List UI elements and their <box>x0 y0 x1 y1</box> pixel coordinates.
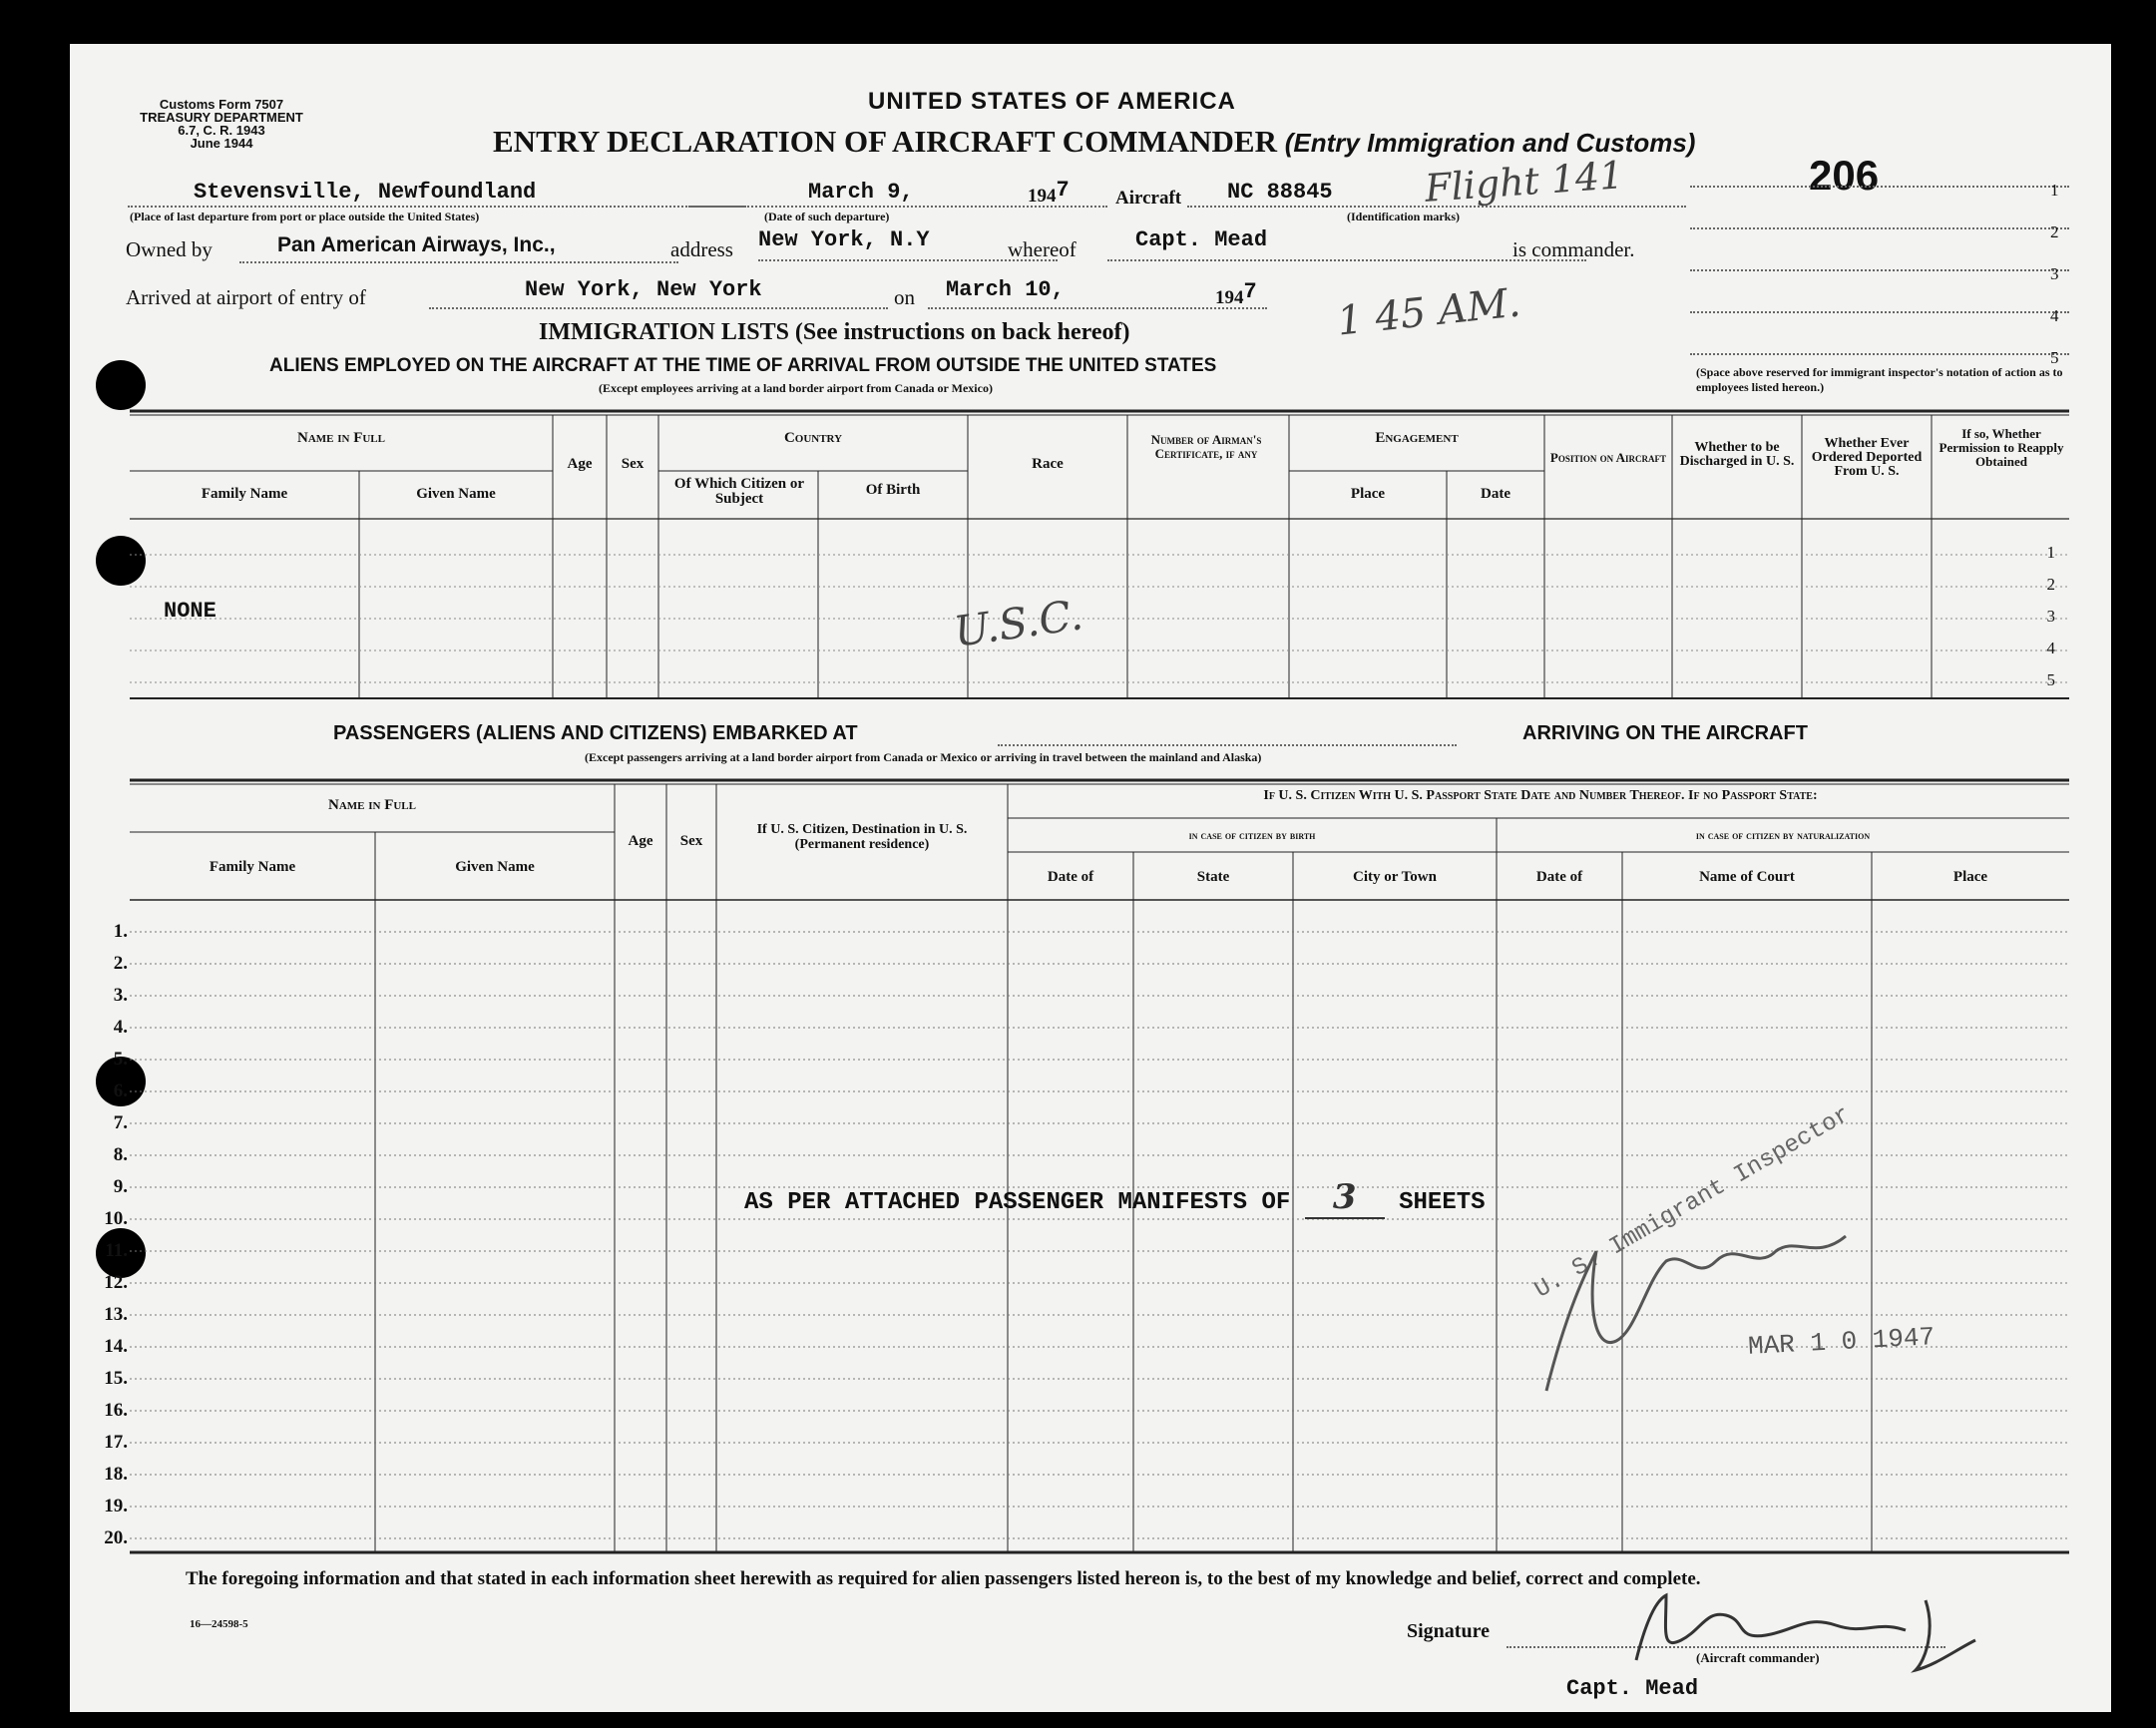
col-country-of-birth: Of Birth <box>865 482 921 498</box>
form-title-main: ENTRY DECLARATION OF AIRCRAFT COMMANDER <box>493 124 1277 159</box>
col-race: Race <box>1032 456 1064 472</box>
col-discharged: Whether to be Discharged in U. S. <box>1679 440 1795 469</box>
department: TREASURY DEPARTMENT <box>140 110 303 125</box>
arrival-date: March 10, <box>946 277 1065 302</box>
inspector-line-numbers: 1 2 3 4 5 <box>2050 181 2059 367</box>
arrival-place: New York, New York <box>525 277 762 302</box>
commander-name: Capt. Mead <box>1135 227 1268 252</box>
form-date: June 1944 <box>190 136 253 151</box>
aircraft-label: Aircraft <box>1115 188 1182 209</box>
aircraft-marks: NC 88845 <box>1227 180 1333 205</box>
manifest-note <box>744 1177 1486 1219</box>
arrival-year: 1947 <box>1215 279 1257 308</box>
col-engagement-date: Date <box>1481 486 1510 502</box>
form-title-suffix: (Entry Immigration and Customs) <box>1284 128 1696 158</box>
pcol-name-in-full: Name in Full <box>327 797 416 813</box>
passengers-title-right: ARRIVING ON THE AIRCRAFT <box>1522 722 1808 744</box>
col-position: Position on Aircraft <box>1549 450 1667 465</box>
arrival-label: Arrived at airport of entry of <box>126 285 366 309</box>
pcol-age: Age <box>628 833 653 849</box>
departure-date: March 9, <box>808 180 914 205</box>
col-citizen-of: Of Which Citizen or Subject <box>673 476 805 507</box>
inspector-signature <box>1526 1191 1906 1411</box>
pcol-by-naturalization: in case of citizen by naturalization <box>1695 828 1871 842</box>
inspector-stamp-date: MAR 1 0 1947 <box>1747 1322 1936 1362</box>
inspector-note: (Space above reserved for immigrant inspector's notation of action as to employees listed hereon.) <box>1696 365 2063 394</box>
col-family-name: Family Name <box>201 486 288 502</box>
regulation: 6.7, C. R. 1943 <box>178 123 265 138</box>
aircraft-caption: (Identification marks) <box>1347 210 1460 223</box>
col-reapply-permission: If so, Whether Permission to Reapply Obtained <box>1939 426 2064 469</box>
col-name-in-full: Name in Full <box>296 430 385 446</box>
certification-text: The foregoing information and that stated in each information sheet herewith as required for alien passengers listed hereon is, to the best of my knowledge and belief, correct and complete. <box>186 1568 1701 1589</box>
signature-caption: (Aircraft commander) <box>1696 1650 1820 1665</box>
sheet-number: 206 <box>1809 152 1880 199</box>
pcol-given-name: Given Name <box>455 859 535 875</box>
departure-place: Stevensville, Newfoundland <box>194 180 537 205</box>
manifest-sheet-count: 3 <box>1305 1177 1385 1219</box>
col-given-name: Given Name <box>416 486 496 502</box>
pcol-state: State <box>1196 869 1230 885</box>
col-age: Age <box>567 456 593 472</box>
inspector-stamp: U. S. Immigrant Inspector <box>1530 1100 1856 1305</box>
country-heading: UNITED STATES OF AMERICA <box>868 88 1236 115</box>
pcol-by-birth: in case of citizen by birth <box>1188 828 1316 842</box>
arrival-time-note: 1 45 AM. <box>1335 279 1523 345</box>
address-label: address <box>670 237 733 261</box>
whereof-label: whereof <box>1008 237 1077 261</box>
immigration-entry-none: NONE <box>164 599 216 624</box>
pcol-family-name: Family Name <box>209 859 296 875</box>
col-engagement-place: Place <box>1350 486 1386 502</box>
arrival-on-label: on <box>894 285 915 309</box>
flight-note: Flight 141 <box>1423 153 1625 211</box>
pcol-sex: Sex <box>679 833 703 849</box>
owner-name: Pan American Airways, Inc., <box>277 233 556 256</box>
immigration-subtitle: ALIENS EMPLOYED ON THE AIRCRAFT AT THE TIME OF ARRIVAL FROM OUTSIDE THE UNITED STATES <box>269 355 1217 376</box>
manifest-text-b: SHEETS <box>1399 1189 1486 1216</box>
passenger-row-numbers: 1. 2. 3. 4. 5. 6. 7. 8. 9. 10. 11. 12. 13. 14. 15. 16. 17. 18. 19. 20. <box>104 921 128 1548</box>
pcol-nat-date: Date of <box>1535 869 1583 885</box>
print-code: 16—24598-5 <box>190 1618 248 1630</box>
passengers-note: (Except passengers arriving at a land border airport from Canada or Mexico or arriving in travel between the mainland and Alaska) <box>585 750 1262 764</box>
departure-year: 1947 <box>1028 178 1070 207</box>
pcol-court: Name of Court <box>1699 869 1795 885</box>
col-deported: Whether Ever Ordered Deported From U. S. <box>1811 436 1923 479</box>
commander-signature <box>1626 1580 2045 1680</box>
pcol-place: Place <box>1952 869 1988 885</box>
pcol-passport: If U. S. Citizen With U. S. Passport State Date and Number Thereof. If no Passport State: <box>1263 788 1818 803</box>
col-country: Country <box>783 430 843 446</box>
col-engagement: Engagement <box>1375 430 1459 446</box>
col-airman-certificate: Number of Airman's Certificate, if any <box>1150 432 1262 461</box>
signature-label: Signature <box>1407 1620 1490 1642</box>
immigration-note: (Except employees arriving at a land border airport from Canada or Mexico) <box>599 381 993 395</box>
is-commander-label: is commander. <box>1512 237 1635 261</box>
owned-by-label: Owned by <box>126 237 213 261</box>
passengers-title-left: PASSENGERS (ALIENS AND CITIZENS) EMBARKED AT <box>333 722 858 744</box>
pcol-destination: If U. S. Citizen, Destination in U. S. (Permanent residence) <box>756 822 968 852</box>
declaration-sheet <box>70 44 2111 1712</box>
departure-date-caption: (Date of such departure) <box>764 210 890 223</box>
owner-address: New York, N.Y <box>758 227 930 252</box>
pcol-birth-date: Date of <box>1047 869 1094 885</box>
form-number: Customs Form 7507 <box>159 97 284 112</box>
col-sex: Sex <box>621 456 645 472</box>
immigration-title: IMMIGRATION LISTS (See instructions on back hereof) <box>539 319 1130 345</box>
pcol-city: City or Town <box>1353 869 1437 885</box>
departure-place-caption: (Place of last departure from port or place outside the United States) <box>130 210 480 223</box>
manifest-text-a: AS PER ATTACHED PASSENGER MANIFESTS OF <box>744 1189 1291 1216</box>
immigration-hand-note: U.S.C. <box>951 590 1086 656</box>
commander-typed-name: Capt. Mead <box>1566 1676 1699 1701</box>
immigration-row-numbers: 1 2 3 4 5 <box>2046 543 2055 689</box>
